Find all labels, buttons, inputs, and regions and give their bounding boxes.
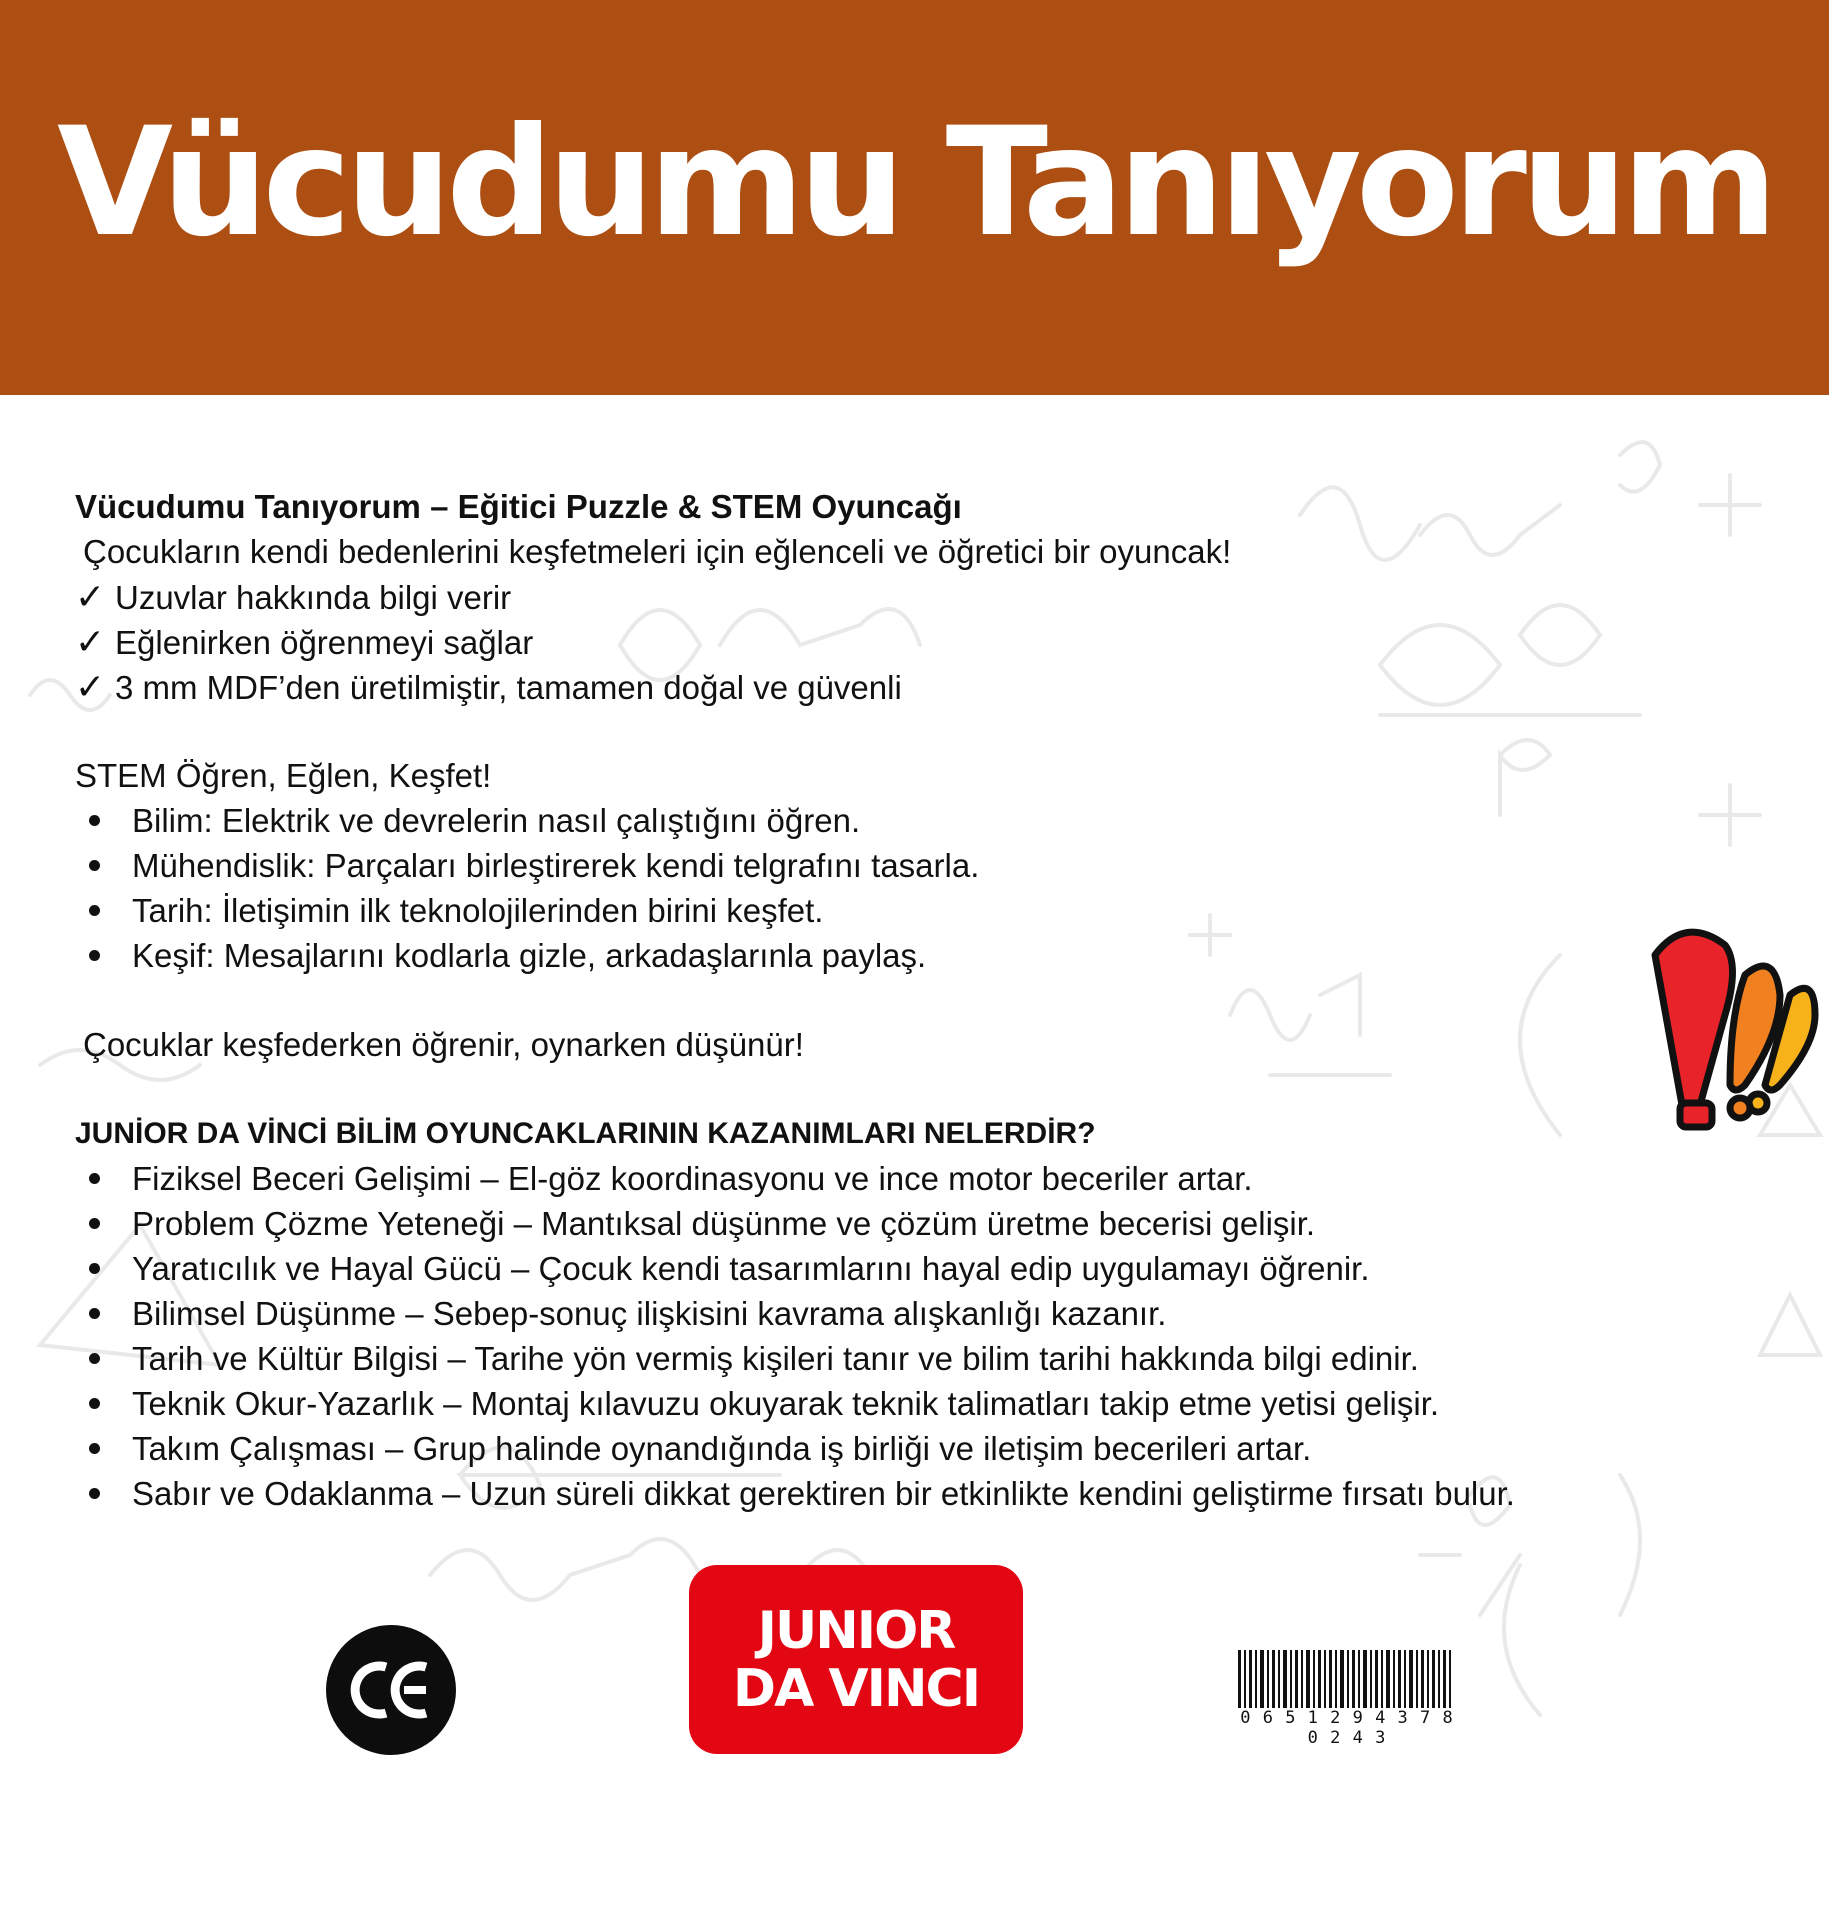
stem-heading: STEM Öğren, Eğlen, Keşfet!: [75, 757, 492, 794]
bullet-icon: [89, 905, 100, 916]
check-icon: ✓: [75, 576, 106, 617]
benefit-list-item: Tarih ve Kültür Bilgisi – Tarihe yön vermiş kişileri tanır ve bilim tarihi hakkında bilgi edinir.: [75, 1336, 1775, 1381]
ce-mark-logo: [326, 1625, 456, 1755]
benefit-list-item: Yaratıcılık ve Hayal Gücü – Çocuk kendi tasarımlarını hayal edip uygulamayı öğrenir.: [75, 1246, 1775, 1291]
check-icon: ✓: [75, 621, 106, 662]
stem-list-item: Tarih: İletişimin ilk teknolojilerinden birini keşfet.: [75, 888, 1775, 933]
exclamation-marks-icon: [1640, 925, 1820, 1135]
bullet-icon: [89, 1308, 100, 1319]
intro-tagline: Çocukların kendi bedenlerini keşfetmeleri için eğlenceli ve öğretici bir oyuncak!: [83, 533, 1232, 570]
bullet-icon: [89, 860, 100, 871]
check-item: ✓ Eğlenirken öğrenmeyi sağlar: [75, 621, 534, 662]
brand-line-1: JUNIOR: [757, 1600, 955, 1661]
check-item: ✓ Uzuvlar hakkında bilgi verir: [75, 576, 512, 617]
page-title: Vücudumu Tanıyorum: [57, 96, 1772, 270]
bullet-icon: [89, 1173, 100, 1184]
benefit-list-item: Takım Çalışması – Grup halinde oynandığında iş birliği ve iletişim becerileri artar.: [75, 1426, 1775, 1471]
bullet-icon: [89, 1218, 100, 1229]
brand-line-2: DA VINCI: [732, 1658, 980, 1719]
bullet-icon: [89, 815, 100, 826]
bullet-icon: [89, 1443, 100, 1454]
check-icon: ✓: [75, 666, 106, 707]
stem-list-item: Bilim: Elektrik ve devrelerin nasıl çalıştığını öğren.: [75, 798, 1775, 843]
benefit-list-item: Bilimsel Düşünme – Sebep-sonuç ilişkisini kavrama alışkanlığı kazanır.: [75, 1291, 1775, 1336]
benefit-list-item: Sabır ve Odaklanma – Uzun süreli dikkat gerektiren bir etkinlikte kendini geliştirme fırsatı bulur.: [75, 1471, 1775, 1516]
barcode-number: 0 6 5 1 2 9 4 3 7 8 0 2 4 3: [1236, 1708, 1458, 1748]
stem-list-item: Mühendislik: Parçaları birleştirerek kendi telgrafını tasarla.: [75, 843, 1775, 888]
stem-list-item: Keşif: Mesajlarını kodlarla gizle, arkadaşlarınla paylaş.: [75, 933, 1775, 978]
bullet-icon: [89, 1398, 100, 1409]
stem-closing: Çocuklar keşfederken öğrenir, oynarken düşünür!: [83, 1026, 804, 1063]
benefit-list-item: Problem Çözme Yeteneği – Mantıksal düşünme ve çözüm üretme becerisi gelişir.: [75, 1201, 1775, 1246]
main-content: [75, 484, 1775, 1516]
bullet-icon: [89, 1353, 100, 1364]
benefit-list-item: Fiziksel Beceri Gelişimi – El-göz koordinasyonu ve ince motor beceriler artar.: [75, 1156, 1775, 1201]
ce-mark-icon: [346, 1655, 436, 1725]
bullet-icon: [89, 1263, 100, 1274]
check-item: ✓ 3 mm MDF’den üretilmiştir, tamamen doğal ve güvenli: [75, 666, 902, 707]
benefits-heading: JUNİOR DA VİNCİ BİLİM OYUNCAKLARININ KAZANIMLARI NELERDİR?: [75, 1117, 1096, 1150]
header-banner: [0, 0, 1829, 395]
bullet-icon: [89, 1488, 100, 1499]
benefit-list-item: Teknik Okur-Yazarlık – Montaj kılavuzu okuyarak teknik talimatları takip etme yetisi gelişir.: [75, 1381, 1775, 1426]
brand-logo: [689, 1565, 1023, 1754]
bullet-icon: [89, 950, 100, 961]
intro-heading: Vücudumu Tanıyorum – Eğitici Puzzle & STEM Oyuncağı: [75, 488, 962, 525]
